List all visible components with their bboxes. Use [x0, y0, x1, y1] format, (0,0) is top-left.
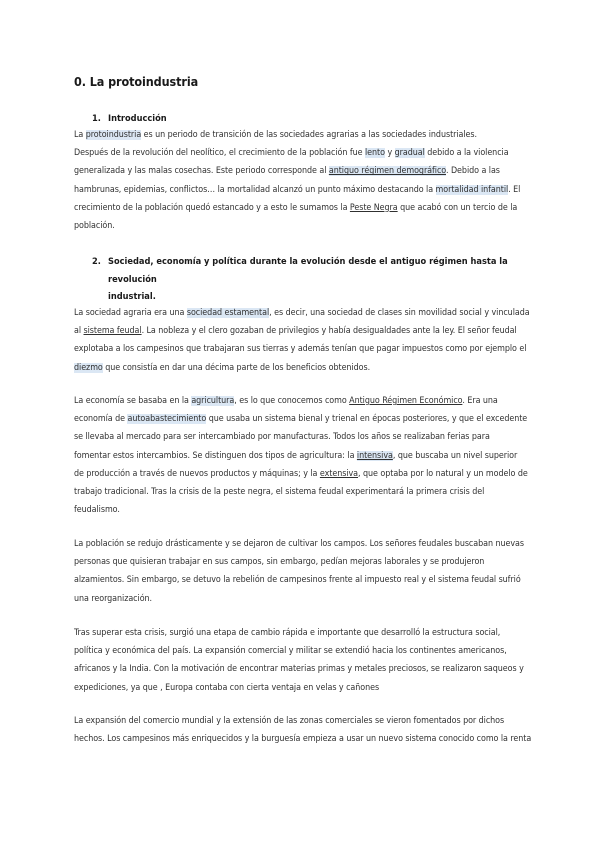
text-line: La protoindustria es un periodo de transición de las sociedades agrarias a las sociedades industriales. [74, 130, 478, 140]
paragraph-population [74, 535, 526, 608]
text-line: diezmo que consistía en dar una décima parte de los beneficios obtenidos. [74, 362, 371, 373]
text-line: expediciones, ya que , Europa contaba con cierta ventaja en velas y cañones [74, 682, 380, 693]
text-line: La sociedad agraria era una sociedad estamental, es decir, una sociedad de clases sin movilidad social y vinculada [74, 308, 530, 318]
paragraph-society [74, 304, 530, 377]
text-line: de producción a través de nuevos productos y máquinas; y la extensiva, que optaba por lo natural y un modelo de [74, 468, 528, 479]
section-number: 2. [92, 256, 101, 267]
section-title: Introducción [108, 113, 167, 124]
text-line: africanos y la India. Con la motivación de encontrar materias primas y metales preciosos, se realizaron saqueos y [74, 664, 524, 675]
text-line: hechos. Los campesinos más enriquecidos y la burguesía empieza a usar un nuevo sistema conocido como la renta [74, 734, 532, 745]
text-line: al sistema feudal. La nobleza y el clero gozaban de privilegios y había desigualdades ante la ley. El señor feudal [74, 326, 517, 337]
text-line: fomentar estos intercambios. Se distinguen dos tipos de agricultura: la intensiva, que buscaba un nivel superior [74, 450, 518, 461]
paragraph-expansion [74, 624, 526, 697]
text-line: feudalismo. [74, 505, 120, 516]
section-title: Sociedad, economía y política durante la evolución desde el antiguo régimen hasta la revolución industrial. [108, 256, 508, 302]
document-title: 0. La protoindustria [74, 74, 199, 89]
text-line: se llevaba al mercado para ser intercambiado por manufacturas. Todos los años se realizaban ferias para [74, 432, 490, 443]
text-line: personas que quisieran trabajar en sus campos, sin embargo, pedían mejoras laborales y se produjeron [74, 557, 485, 568]
text-line: explotaba a los campesinos que trabajaran sus tierras y además tenían que pagar impuestos como por ejemplo el [74, 344, 527, 355]
text-line: generalizada y las malas cosechas. Este periodo corresponde al antiguo régimen demográfico. Debido a las [74, 166, 500, 177]
text-line: población. [74, 220, 115, 231]
text-line: hambrunas, epidemias, conflictos… la mortalidad alcanzó un punto máximo destacando la mortalidad infantil. El [74, 184, 521, 195]
text-line: alzamientos. Sin embargo, se detuvo la rebelión de campesinos frente al impuesto real y el sistema feudal sufrió [74, 575, 521, 586]
section-number: 1. [92, 113, 101, 124]
text-line: crecimiento de la población quedó estancado y a esto le sumamos la Peste Negra que acabó con un tercio de la [74, 202, 518, 213]
text-line: Tras superar esta crisis, surgió una etapa de cambio rápida e importante que desarrolló la estructura social, [74, 628, 501, 638]
paragraph-commerce [74, 712, 532, 748]
text-line: una reorganización. [74, 593, 153, 604]
text-line: política y económica del país. La expansión comercial y militar se extendió hacia los continentes americanos, [74, 646, 507, 657]
text-line: La población se redujo drásticamente y se dejaron de cultivar los campos. Los señores feudales buscaban nuevas [74, 539, 524, 549]
text-line: Después de la revolución del neolítico, el crecimiento de la población fue lento y gradual debido a la violencia [74, 148, 509, 159]
paragraph-intro [74, 126, 526, 235]
text-line: economía de autoabastecimiento que usaba un sistema bienal y trienal en épocas posteriores, y que el excedente [74, 414, 528, 425]
text-line: trabajo tradicional. Tras la crisis de la peste negra, el sistema feudal experimentará la primera crisis del [74, 486, 485, 497]
paragraph-economy [74, 392, 526, 519]
text-line: La economía se basaba en la agricultura, es lo que conocemos como Antiguo Régimen Económico. Era una [74, 396, 498, 406]
text-line: La expansión del comercio mundial y la extensión de las zonas comerciales se vieron fomentados por dichos [74, 716, 505, 726]
